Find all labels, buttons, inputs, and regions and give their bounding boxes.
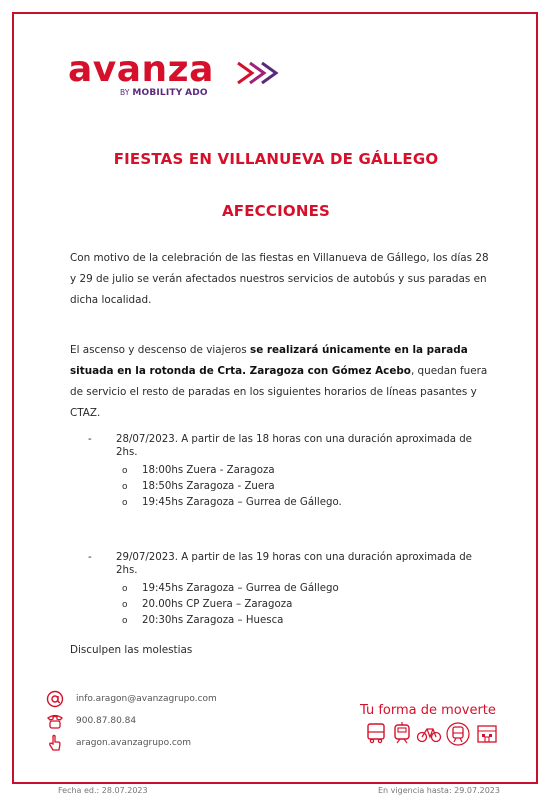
bus-icon [366,722,386,744]
closing-text: Disculpen las molestias [70,644,193,656]
schedule-day-2-text: 29/07/2023. A partir de las 19 horas con una duración aproximada de 2hs. [116,552,472,576]
stop-notice-paragraph: El ascenso y descenso de viajeros se realizará únicamente en la parada situada en la rotonda de Crta. Zaragoza con Gómez Acebo, quedan fuera de servicio el resto de paradas en los siguientes horarios de líneas pasantes y CTAZ. [70,344,488,419]
slogan: Tu forma de moverte [360,703,496,718]
phone-icon [46,712,64,730]
building-icon [476,722,498,744]
valid-until-date: En vigencia hasta: 29.07.2023 [378,786,500,795]
schedule-day-1-text: 28/07/2023. A partir de las 18 horas con una duración aproximada de 2hs. [116,434,472,458]
tram-icon [392,722,412,744]
page-subtitle: AFECCIONES [221,202,331,220]
intro-paragraph: Con motivo de la celebración de las fiestas en Villanueva de Gállego, los días 28 y 29 de julio se verán afectados nuestros servicios de autobús y sus paradas en dicha localidad. [70,252,489,306]
transport-icons [362,722,502,748]
bicycle-icon [416,722,442,744]
logo-subtitle: BY MOBILITY ADO [120,88,208,98]
page-title: FIESTAS EN VILLANUEVA DE GÁLLEGO [113,150,439,168]
avanza-logo [68,50,278,102]
train-icon [446,722,470,746]
issue-date: Fecha ed.: 28.07.2023 [58,786,148,795]
at-icon [46,690,64,708]
logo-word: avanza [68,49,214,90]
stop-notice-bold: se realizará únicamente en la parada situada en la rotonda de Crta. Zaragoza con Gómez Acebo [70,344,468,377]
logo-chevron-icon [236,60,280,86]
pointer-hand-icon [46,734,64,752]
